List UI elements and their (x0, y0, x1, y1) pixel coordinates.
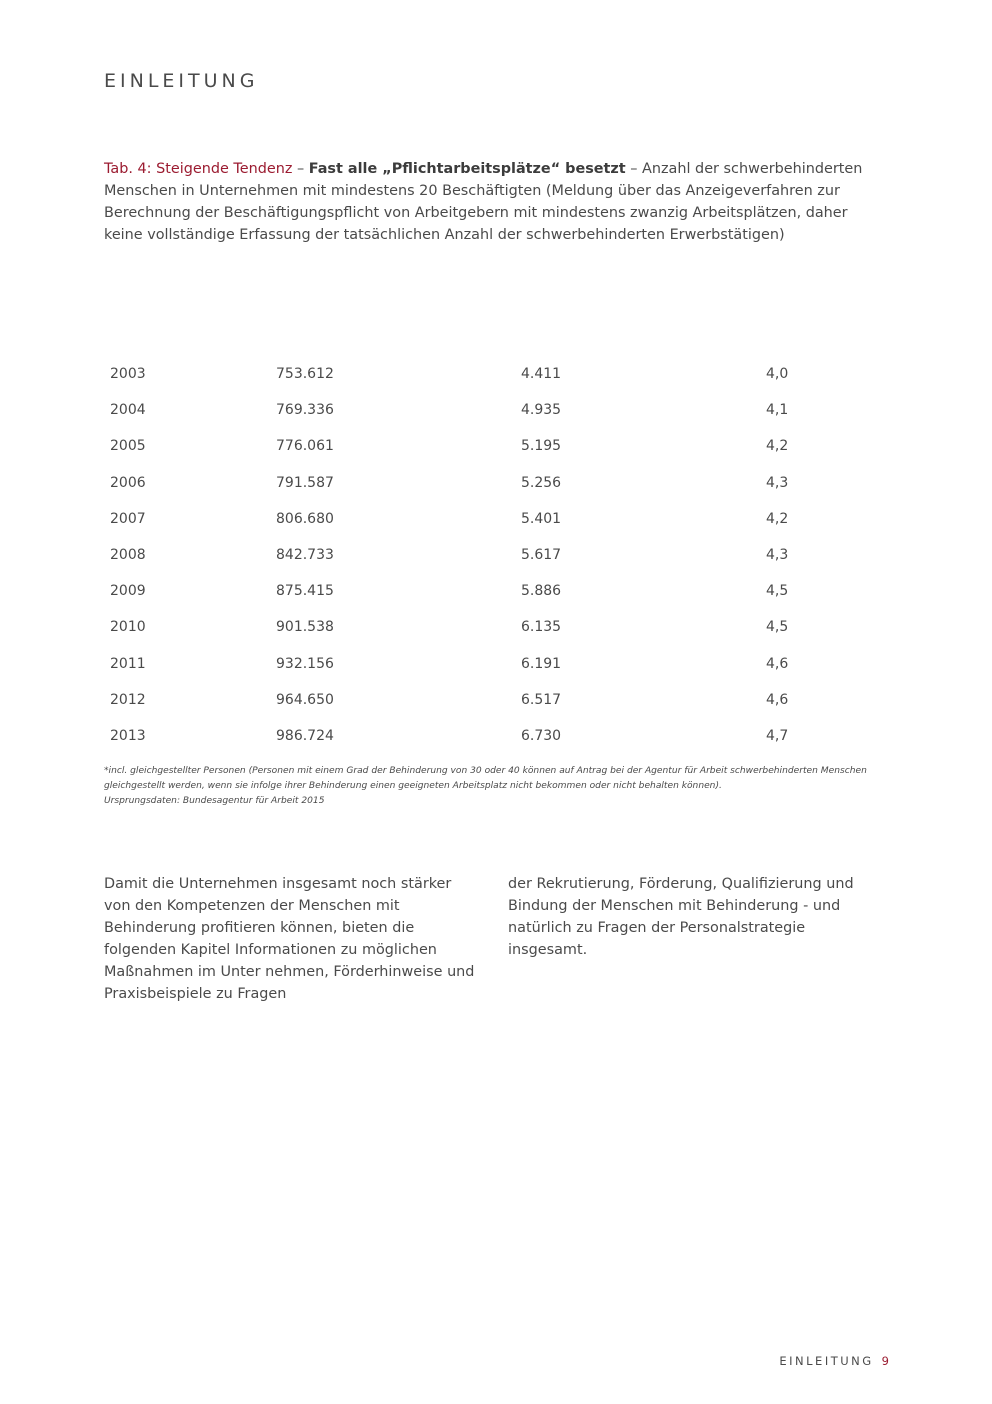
caption-dash: – (292, 161, 309, 177)
cell-employers: 6.191 (521, 655, 562, 672)
cell-employees: 791.587 (276, 474, 334, 491)
cell-rate: 4,1 (766, 402, 789, 419)
cell-year: 2004 (110, 402, 146, 419)
table-row (104, 428, 884, 464)
cell-employees: 753.612 (276, 366, 334, 383)
cell-year: 2009 (110, 583, 146, 600)
cell-year: 2003 (110, 366, 146, 383)
cell-rate: 4,6 (766, 655, 789, 672)
cell-employers: 5.886 (521, 583, 562, 600)
body-text-left: Damit die Unternehmen insgesamt noch stärker von den Kompetenzen der Menschen mit Behinderung profitieren können, bieten die folgenden Kapitel Informationen zu möglichen Maßnahmen im Unter nehmen, Förderhinweise und Praxisbeispiele zu Fragen (104, 876, 475, 1002)
cell-year: 2011 (110, 655, 146, 672)
cell-year: 2010 (110, 619, 146, 636)
cell-employers: 4.935 (521, 402, 562, 419)
cell-employers: 6.135 (521, 619, 562, 636)
caption-description: – Anzahl der schwerbehinderten Menschen in Unternehmen mit mindestens 20 Beschäftigten (Meldung über das Anzeigeverfahren zur Berechnung der Beschäftigungspflicht von Arbeitgebern mit mindestens zwanzig Arbeitsplätzen, daher keine vollständige Erfassung der tatsächlichen Anzahl der schwerbehinderten Erwerbstätigen) (104, 161, 863, 243)
table-row (104, 609, 884, 645)
page-number: 9 (881, 1354, 889, 1368)
table-footnote (104, 764, 894, 809)
footnote-source: Ursprungsdaten: Bundesagentur für Arbeit 2015 (104, 796, 325, 806)
cell-employers: 4.411 (521, 366, 562, 383)
cell-employees: 875.415 (276, 583, 334, 600)
cell-year: 2006 (110, 474, 146, 491)
cell-year: 2012 (110, 691, 146, 708)
table-row (104, 392, 884, 428)
cell-rate: 4,3 (766, 547, 789, 564)
cell-rate: 4,5 (766, 619, 789, 636)
cell-rate: 4,2 (766, 510, 789, 527)
cell-rate: 4,3 (766, 474, 789, 491)
table-row (104, 356, 884, 392)
cell-employers: 5.195 (521, 438, 562, 455)
table-row (104, 718, 884, 754)
footer-section-label: EINLEITUNG (779, 1354, 874, 1368)
cell-year: 2013 (110, 727, 146, 744)
footnote-definition: *incl. gleichgestellter Personen (Personen mit einem Grad der Behinderung von 30 oder 40 können auf Antrag bei der Agentur für Arbeit schwerbehinderten Menschen gleichgestellt werden, wenn sie infolge ihrer Behinderung einen geeigneten Arbeitsplatz nicht bekommen oder nicht behalten können). (104, 766, 867, 791)
cell-year: 2005 (110, 438, 146, 455)
caption-label: Tab. 4: Steigende Tendenz (104, 161, 293, 177)
cell-rate: 4,5 (766, 583, 789, 600)
cell-employers: 6.517 (521, 691, 562, 708)
table-row (104, 501, 884, 537)
cell-employees: 901.538 (276, 619, 334, 636)
cell-employers: 5.401 (521, 510, 562, 527)
cell-employees: 986.724 (276, 727, 334, 744)
table-row (104, 646, 884, 682)
table-row (104, 537, 884, 573)
cell-employers: 6.730 (521, 727, 562, 744)
data-table-body (104, 356, 884, 754)
cell-year: 2007 (110, 510, 146, 527)
cell-employees: 806.680 (276, 510, 334, 527)
table-row (104, 465, 884, 501)
table-row (104, 682, 884, 718)
cell-employees: 842.733 (276, 547, 334, 564)
cell-employers: 5.617 (521, 547, 562, 564)
cell-rate: 4,0 (766, 366, 789, 383)
cell-rate: 4,6 (766, 691, 789, 708)
body-text-right: der Rekrutierung, Förderung, Qualifizierung und Bindung der Menschen mit Behinderung - und natürlich zu Fragen der Personalstrategie insgesamt. (508, 876, 854, 958)
cell-rate: 4,7 (766, 727, 789, 744)
cell-employers: 5.256 (521, 474, 562, 491)
page-footer (779, 1354, 889, 1368)
cell-year: 2008 (110, 547, 146, 564)
cell-employees: 776.061 (276, 438, 334, 455)
table-caption (104, 158, 889, 246)
cell-employees: 769.336 (276, 402, 334, 419)
section-header: EINLEITUNG (104, 70, 259, 92)
data-table (104, 356, 884, 754)
cell-employees: 964.650 (276, 691, 334, 708)
cell-rate: 4,2 (766, 438, 789, 455)
cell-employees: 932.156 (276, 655, 334, 672)
caption-bold-title: Fast alle „Pflichtarbeitsplätze“ besetzt (308, 161, 626, 177)
table-row (104, 573, 884, 609)
